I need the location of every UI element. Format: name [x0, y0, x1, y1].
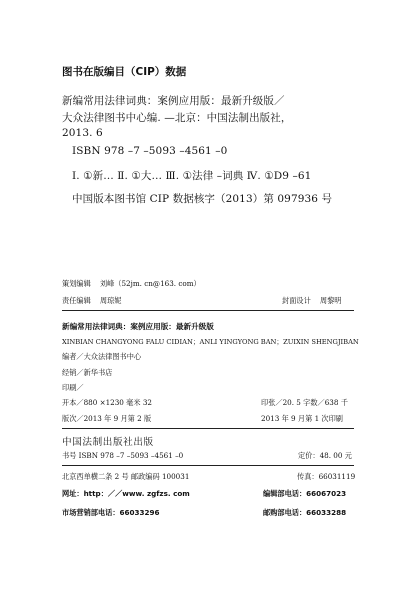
cip-subjects: Ⅰ. ①新… Ⅱ. ①大… Ⅲ. ①法律 –词典 Ⅳ. ①D9 –61 [72, 170, 312, 182]
divider-middle [62, 428, 354, 429]
responsible-editor [62, 296, 121, 306]
price: 定价：48. 00 元 [298, 451, 352, 460]
publisher-isbn: 书号 ISBN 978 –7 –5093 –4561 –0 [62, 451, 184, 460]
book-title-pinyin: XINBIAN CHANGYONG FALU CIDIAN；ANLI YINGYONG BAN；ZUIXIN SHENGJIBAN [62, 338, 359, 346]
divider-bottom [62, 465, 354, 466]
planning-editor-value: 刘峰（52jm. cn@163. com） [99, 279, 201, 288]
book-edition: 版次／2013 年 9 月第 2 版 [62, 414, 152, 423]
book-sheets: 印张／20. 5 字数／638 千 [261, 398, 348, 407]
cip-title-line-1: 新编常用法律词典：案例应用版：最新升级版／ [62, 95, 285, 107]
cip-record-number: 中国版本图书馆 CIP 数据核字（2013）第 097936 号 [72, 193, 333, 205]
editorial-phone: 编辑部电话：66067023 [263, 489, 347, 498]
responsible-editor-label: 责任编辑 [62, 296, 91, 305]
cover-design-label: 封面设计 [282, 296, 311, 305]
planning-editor-label: 策划编辑 [62, 279, 91, 288]
mailorder-phone: 邮购部电话：66033288 [263, 508, 347, 517]
book-printing: 2013 年 9 月第 1 次印刷 [261, 414, 343, 423]
fax: 传真：66031119 [297, 472, 356, 481]
website: 网址：http：／／www. zgfzs. com [62, 489, 190, 498]
cip-heading: 图书在版编目（CIP）数据 [62, 66, 187, 78]
planning-editor [62, 279, 201, 289]
marketing-phone: 市场营销部电话：66033296 [62, 508, 160, 517]
book-format: 开本／880 ×1230 毫米 32 [62, 398, 152, 407]
cip-isbn: ISBN 978 –7 –5093 –4561 –0 [72, 145, 228, 157]
divider-top [62, 310, 354, 311]
compiler: 编者／大众法律图书中心 [62, 352, 142, 361]
book-title: 新编常用法律词典：案例应用版：最新升级版 [62, 322, 214, 331]
cip-date: 2013. 6 [62, 127, 103, 139]
distributor: 经销／新华书店 [62, 368, 113, 377]
publisher-name: 中国法制出版社出版 [62, 437, 154, 448]
publisher-address: 北京西单横二条 2 号 邮政编码 100031 [62, 472, 190, 481]
responsible-editor-value: 周琼妮 [99, 296, 122, 305]
cover-designer [282, 296, 341, 306]
cover-design-value: 周黎明 [319, 296, 342, 305]
cip-title-line-2: 大众法律图书中心编. —北京：中国法制出版社， [62, 112, 292, 124]
printer: 印刷／ [62, 383, 84, 392]
